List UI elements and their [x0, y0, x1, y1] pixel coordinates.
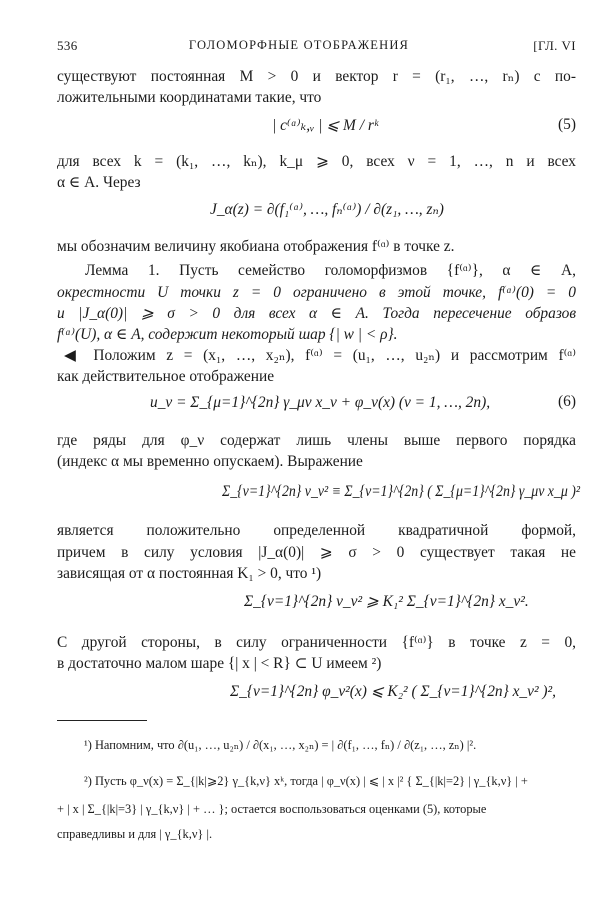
footnote-2-line: + | x | Σ_{|k|=3} | γ_{k,ν} | + … }; остается воспользоваться оценками (5), которые — [57, 802, 487, 816]
running-title: ГОЛОМОРФНЫЕ ОТОБРАЖЕНИЯ — [188, 38, 410, 52]
text-line: является положительно определенной квадратичной формой, — [57, 522, 576, 539]
page-number: 536 — [57, 38, 78, 53]
proof-start-line: ◀ Положим z = (x₁, …, x₂ₙ), f⁽ᵅ⁾ = (u₁, …, u₂ₙ) и рассмотрим f⁽ᵅ⁾ — [64, 347, 576, 364]
lemma-text-line: f⁽ᵅ⁾(U), α ∈ A, содержит некоторый шар {| w | < ρ}. — [57, 326, 398, 343]
formula-6: u_ν = Σ_{μ=1}^{2n} γ_μν x_ν + φ_ν(x) (ν = 1, …, 2n), — [150, 394, 491, 411]
formula-inequality-2: Σ_{ν=1}^{2n} φ_ν²(x) ⩽ K₂² ( Σ_{ν=1}^{2n} x_ν² )², — [230, 683, 556, 700]
text-line: где ряды для φ_ν содержат лишь члены выше первого порядка — [57, 432, 576, 449]
lemma-text-line: и |J_α(0)| ⩾ σ > 0 для всех α ∈ A. Тогда пересечение образов — [57, 305, 576, 322]
footnote-2-line: справедливы и для | γ_{k,ν} |. — [57, 827, 213, 841]
text-line: существуют постоянная M > 0 и вектор r = (r₁, …, rₙ) с по- — [57, 68, 576, 85]
equation-number: (5) — [558, 116, 576, 133]
formula-5: | c⁽ᵅ⁾ₖ,ᵥ | ⩽ M / rᵏ — [272, 117, 379, 134]
chapter-label: [ГЛ. VI — [533, 38, 576, 53]
equation-number: (6) — [558, 393, 576, 410]
lemma-heading-line: Лемма 1. Пусть семейство голоморфизмов {f⁽ᵅ⁾}, α ∈ A, — [85, 262, 576, 279]
text-line: для всех k = (k₁, …, kₙ), k_μ ⩾ 0, всех ν = 1, …, n и всех — [57, 153, 576, 170]
text-line: зависящая от α постоянная K₁ > 0, что ¹) — [57, 565, 322, 582]
formula-quadratic: Σ_{ν=1}^{2n} v_ν² ≡ Σ_{ν=1}^{2n} ( Σ_{μ=1}^{2n} γ_μν x_μ )² — [222, 483, 581, 500]
text-line: α ∈ A. Через — [57, 174, 141, 191]
text-line: (индекс α мы временно опускаем). Выражение — [57, 453, 363, 470]
footnote-rule — [57, 720, 147, 721]
text-line: как действительное отображение — [57, 368, 275, 385]
text-line: в достаточно малом шаре {| x | < R} ⊂ U имеем ²) — [57, 655, 382, 672]
text-line: ложительными координатами такие, что — [57, 89, 322, 106]
footnote-2-line: ²) Пусть φ_ν(x) = Σ_{|k|⩾2} γ_{k,ν} xᵏ, тогда | φ_ν(x) | ⩽ | x |² { Σ_{|k|=2} | γ_{k,ν} | + — [84, 774, 528, 788]
text-line: С другой стороны, в силу ограниченности {f⁽ᵅ⁾} в точке z = 0, — [57, 634, 576, 651]
formula-jacobian: J_α(z) = ∂(f₁⁽ᵅ⁾, …, fₙ⁽ᵅ⁾) / ∂(z₁, …, zₙ) — [210, 201, 444, 218]
formula-inequality-1: Σ_{ν=1}^{2n} v_ν² ⩾ K₁² Σ_{ν=1}^{2n} x_ν². — [244, 593, 529, 610]
lemma-text-line: окрестности U точки z = 0 ограничено в этой точке, f⁽ᵅ⁾(0) = 0 — [57, 284, 576, 301]
text-line: причем в силу условия |J_α(0)| ⩾ σ > 0 существует такая не — [57, 544, 576, 561]
text-line: мы обозначим величину якобиана отображения f⁽ᵅ⁾ в точке z. — [57, 238, 455, 255]
footnote-1: ¹) Напомним, что ∂(u₁, …, u₂ₙ) / ∂(x₁, …, x₂ₙ) = | ∂(f₁, …, fₙ) / ∂(z₁, …, zₙ) |². — [84, 738, 477, 752]
